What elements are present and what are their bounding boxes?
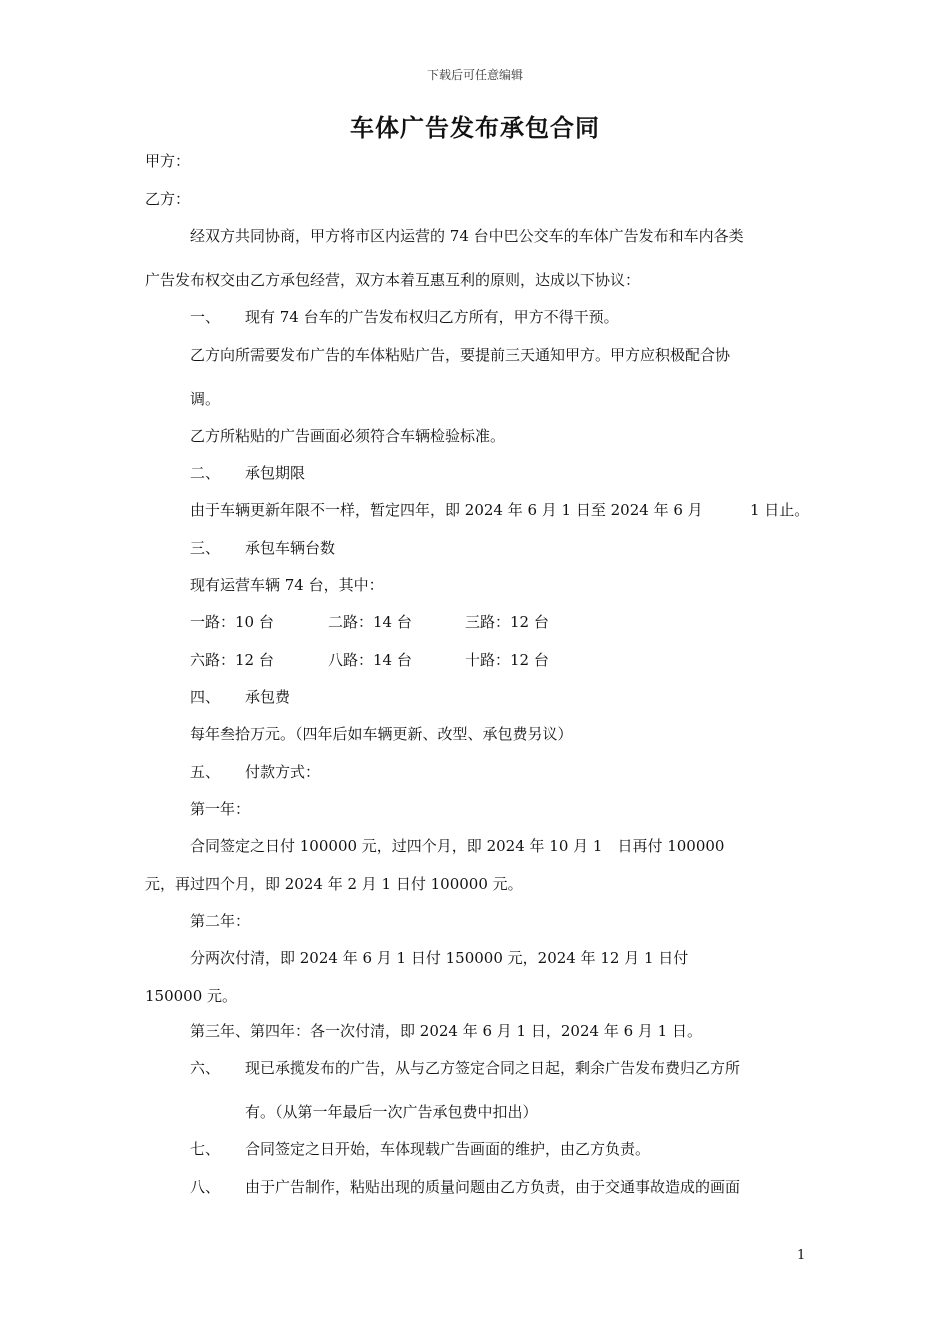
section-5-text: 付款方式： [245,763,321,781]
route-count-8: 八路：14 台 [328,651,412,669]
party-b-label: 乙方： [145,190,191,208]
section-5-number: 五、 [190,763,221,781]
section-2-text: 承包期限 [245,464,306,482]
route-count-3: 三路：12 台 [465,613,549,631]
year-2-label: 第二年： [190,912,251,930]
year-1-label: 第一年： [190,800,251,818]
section-1-para-1-cont: 调。 [190,390,221,408]
intro-line-2: 广告发布权交由乙方承包经营，双方本着互惠互利的原则，达成以下协议： [145,271,641,289]
section-1-para-2: 乙方所粘贴的广告画面必须符合车辆检验标准。 [190,427,506,445]
section-1-para-1: 乙方向所需要发布广告的车体粘贴广告，要提前三天通知甲方。甲方应积极配合协 [190,346,731,364]
section-1-number: 一、 [190,308,221,326]
page-number: 1 [797,1248,806,1263]
section-6-text: 现已承揽发布的广告，从与乙方签定合同之日起，剩余广告发布费归乙方所 [245,1059,741,1077]
intro-line-1: 经双方共同协商，甲方将市区内运营的 74 台中巴公交车的车体广告发布和车内各类 [190,227,744,245]
section-8-text: 由于广告制作，粘贴出现的质量问题由乙方负责，由于交通事故造成的画面 [245,1178,741,1196]
section-2-para-1: 由于车辆更新年限不一样，暂定四年，即 2024 年 6 月 1 日至 2024 年 6 月 [190,501,703,519]
party-a-label: 甲方： [145,152,191,170]
year-1-line-2: 元，再过四个月，即 2024 年 2 月 1 日付 100000 元。 [145,875,523,893]
route-count-6: 六路：12 台 [190,651,274,669]
section-4-para-1: 每年叁拾万元。（四年后如车辆更新、改型、承包费另议） [190,725,573,743]
section-3-number: 三、 [190,539,221,557]
section-7-text: 合同签定之日开始，车体现载广告画面的维护，由乙方负责。 [245,1140,651,1158]
section-3-para-1: 现有运营车辆 74 台，其中： [190,576,384,594]
section-8-number: 八、 [190,1178,221,1196]
route-count-2: 二路：14 台 [328,613,412,631]
route-count-1: 一路：10 台 [190,613,274,631]
year-3-4-line: 第三年、第四年：各一次付清，即 2024 年 6 月 1 日，2024 年 6 月 1 日。 [190,1022,702,1040]
section-2-para-1-tail: 1 日止。 [750,501,810,519]
section-6-number: 六、 [190,1059,221,1077]
section-3-text: 承包车辆台数 [245,539,336,557]
header-note: 下载后可任意编辑 [426,68,523,82]
section-4-number: 四、 [190,688,221,706]
section-4-text: 承包费 [245,688,291,706]
route-count-10: 十路：12 台 [465,651,549,669]
section-6-text-cont: 有。（从第一年最后一次广告承包费中扣出） [245,1103,538,1121]
section-7-number: 七、 [190,1140,221,1158]
section-1-text: 现有 74 台车的广告发布权归乙方所有，甲方不得干预。 [245,308,619,326]
document-title: 车体广告发布承包合同 [350,114,600,142]
year-2-line-2: 150000 元。 [145,987,238,1005]
section-2-number: 二、 [190,464,221,482]
year-1-line-1: 合同签定之日付 100000 元，过四个月，即 2024 年 10 月 1 日再付 100000 [190,837,725,855]
year-2-line-1: 分两次付清，即 2024 年 6 月 1 日付 150000 元，2024 年 12 月 1 日付 [190,949,689,967]
